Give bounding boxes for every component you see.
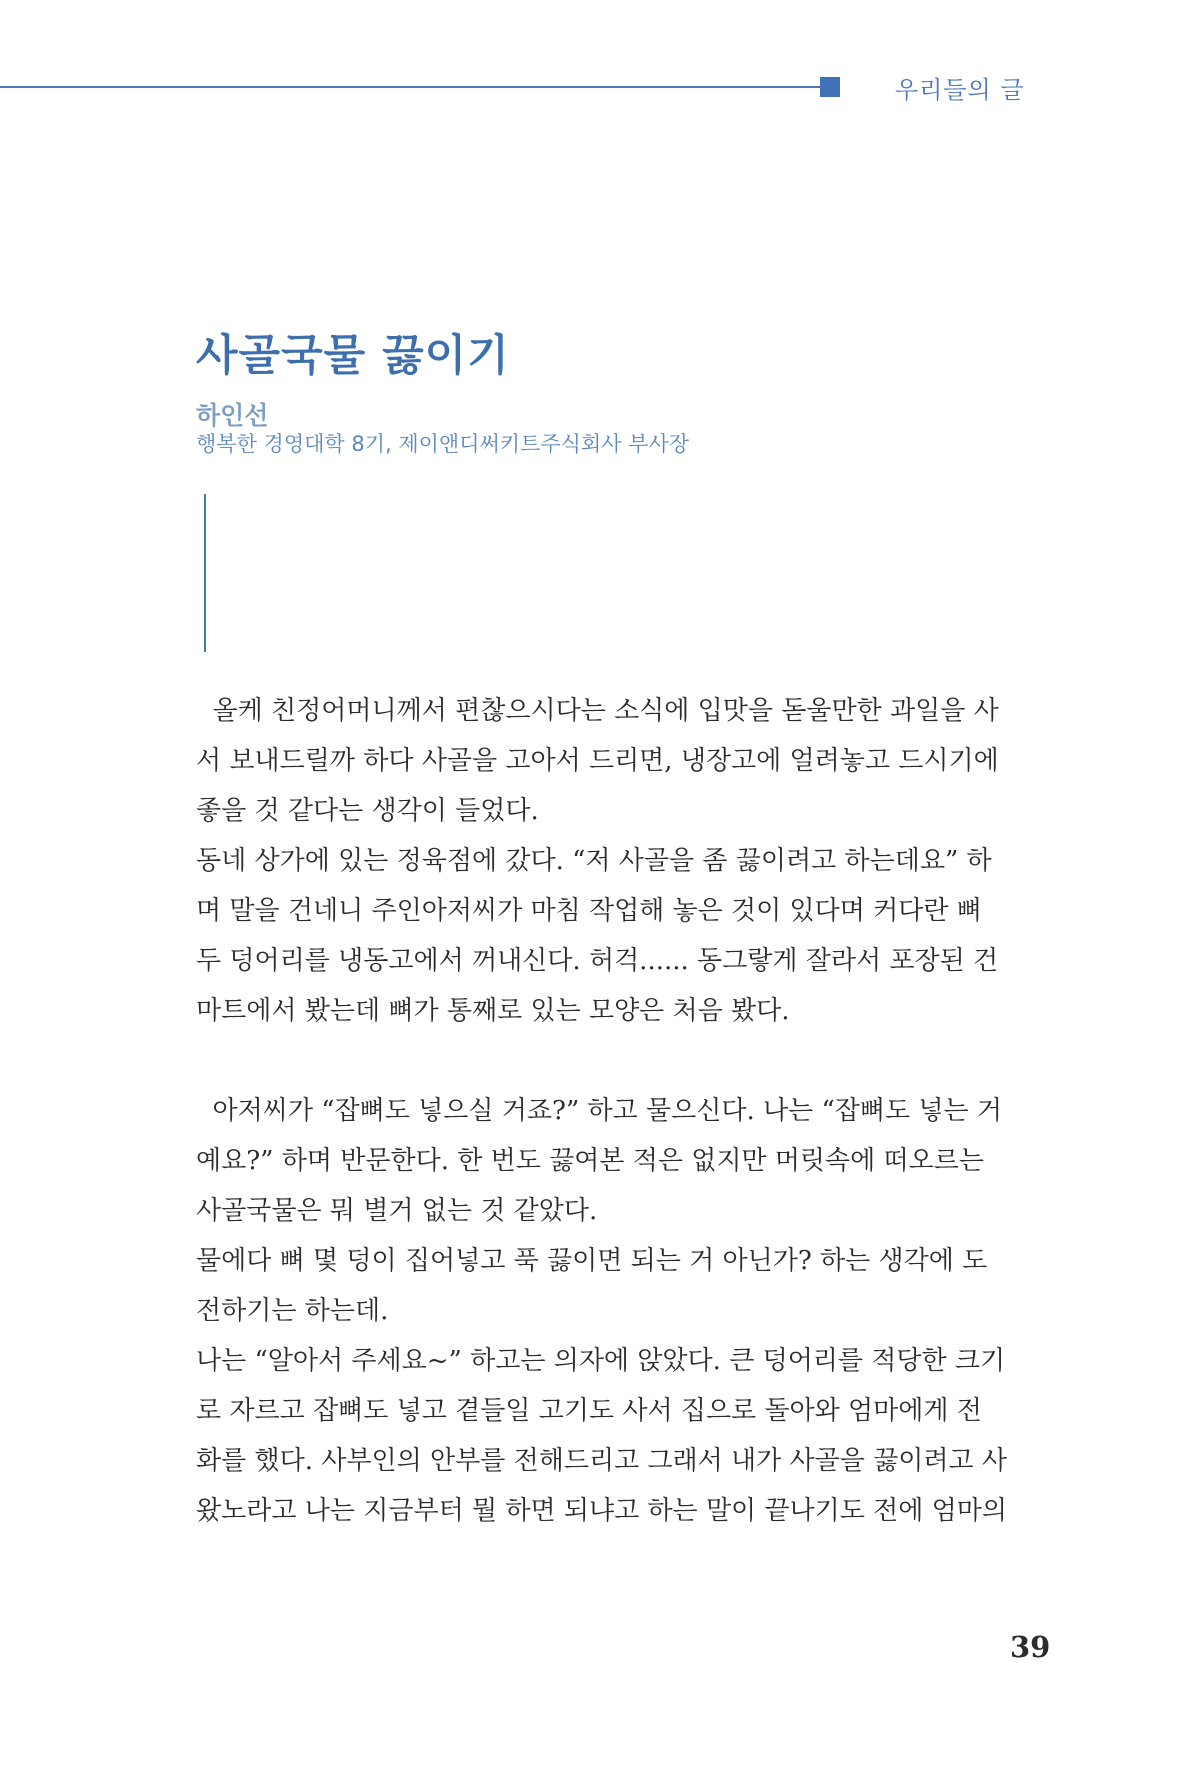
body-line: 물에다 뼈 몇 덩이 집어넣고 푹 끓이면 되는 거 아닌가? 하는 생각에 도 [196, 1246, 988, 1276]
body-line: 서 보내드릴까 하다 사골을 고아서 드리면, 냉장고에 얼려놓고 드시기에 [196, 746, 999, 776]
paragraph-5 [196, 1336, 1044, 1536]
body-line: 두 덩어리를 냉동고에서 꺼내신다. 허걱...... 동그랗게 잘라서 포장된 건 [196, 946, 999, 976]
article-title: 사골국물 끓이기 [196, 331, 510, 381]
header-rule [0, 86, 820, 88]
body-line: 마트에서 봤는데 뼈가 통째로 있는 모양은 처음 봤다. [196, 996, 790, 1026]
paragraph-3 [196, 1086, 1044, 1236]
body-line: 아저씨가 “잡뼈도 넣으실 거죠?” 하고 물으신다. 나는 “잡뼈도 넣는 거 [196, 1096, 1003, 1126]
body-line: 예요?” 하며 반문한다. 한 번도 끓여본 적은 없지만 머릿속에 떠오르는 [196, 1146, 985, 1176]
page-number: 39 [1010, 1630, 1051, 1664]
body-line: 로 자르고 잡뼈도 넣고 곁들일 고기도 사서 집으로 돌아와 엄마에게 전 [196, 1396, 982, 1426]
body-line: 나는 “알아서 주세요~” 하고는 의자에 앉았다. 큰 덩어리를 적당한 크기 [196, 1346, 1006, 1376]
body-line: 왔노라고 나는 지금부터 뭘 하면 되냐고 하는 말이 끝나기도 전에 엄마의 [196, 1496, 1008, 1526]
author-name: 하인선 [196, 401, 269, 430]
article-body [196, 686, 1044, 1536]
body-line: 동네 상가에 있는 정육점에 갔다. “저 사골을 좀 끓이려고 하는데요” 하 [196, 846, 992, 876]
body-line: 며 말을 건네니 주인아저씨가 마침 작업해 놓은 것이 있다며 커다란 뼈 [196, 896, 982, 926]
body-line: 전하기는 하는데. [196, 1296, 389, 1326]
header-square-marker [820, 77, 840, 97]
paragraph-4 [196, 1236, 1044, 1336]
vertical-accent-rule [204, 494, 206, 652]
body-line: 좋을 것 같다는 생각이 들었다. [196, 796, 539, 826]
paragraph-1 [196, 686, 1044, 836]
body-line: 올케 친정어머니께서 편찮으시다는 소식에 입맛을 돋울만한 과일을 사 [196, 696, 999, 726]
author-affiliation: 행복한 경영대학 8기, 제이앤디써키트주식회사 부사장 [196, 432, 690, 456]
paragraph-2 [196, 836, 1044, 1036]
section-title: 우리들의 글 [895, 76, 1025, 104]
body-line: 화를 했다. 사부인의 안부를 전해드리고 그래서 내가 사골을 끓이려고 사 [196, 1446, 1008, 1476]
paragraph-gap [196, 1036, 1044, 1086]
body-line: 사골국물은 뭐 별거 없는 것 같았다. [196, 1196, 598, 1226]
